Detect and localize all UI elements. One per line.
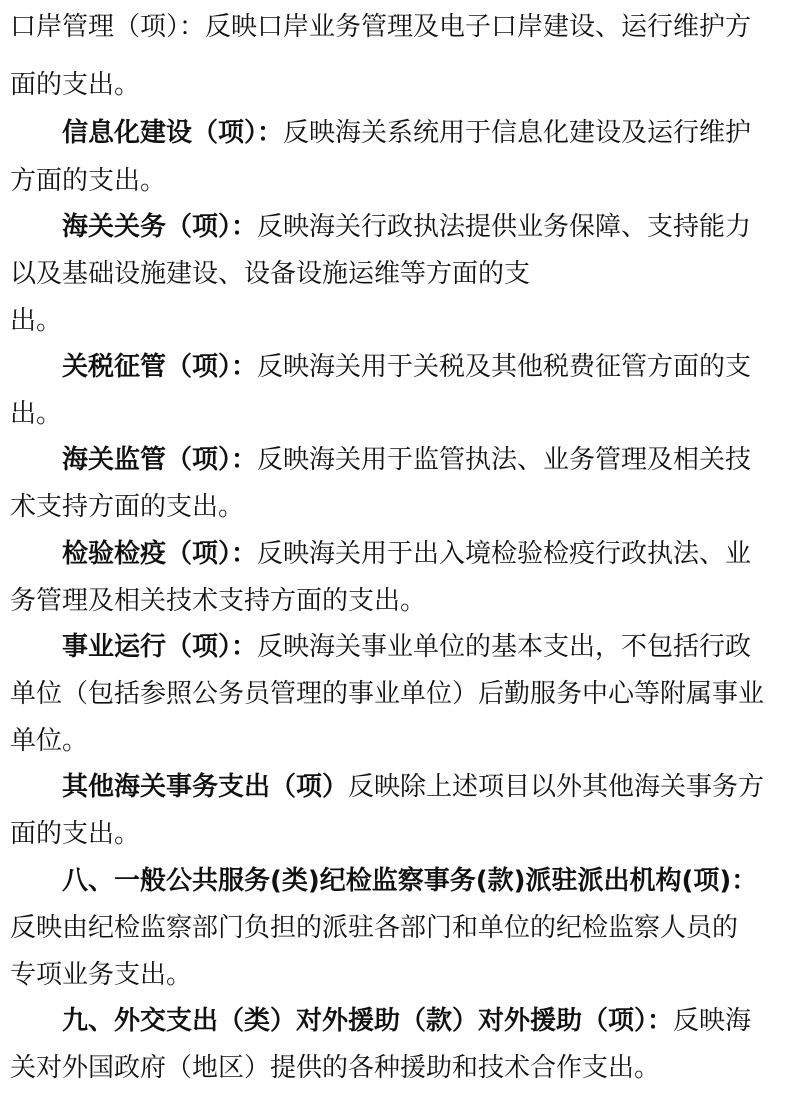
body-line: 出。: [10, 399, 63, 429]
paragraph-first-line: [62, 210, 751, 244]
paragraph-first-line: [62, 537, 751, 571]
body-text: 反映海关用于出入境检验检疫行政执法、业: [257, 539, 752, 569]
body-line: 专项业务支出。: [10, 960, 193, 990]
paragraph-first-line: [62, 116, 751, 150]
body-line: 反映由纪检监察部门负担的派驻各部门和单位的纪检监察人员的: [10, 913, 739, 943]
item-heading: 其他海关事务支出（项）: [62, 772, 349, 802]
item-heading: 信息化建设（项）：: [62, 118, 284, 148]
paragraph-first-line: [62, 443, 751, 477]
body-text: 反映海: [673, 1006, 752, 1036]
paragraph-first-line: [62, 1004, 751, 1038]
section-heading: 九、外交支出（类）对外援助（款）对外援助（项）：: [62, 1006, 674, 1036]
item-heading: 海关监管（项）：: [62, 445, 258, 475]
body-line: 口岸管理（项）：反映口岸业务管理及电子口岸建设、运行维护方: [10, 12, 752, 42]
body-line: 关对外国政府（地区）提供的各种援助和技术合作支出。: [10, 1053, 661, 1083]
item-heading: 关税征管（项）：: [62, 352, 258, 382]
body-text: 反映海关系统用于信息化建设及运行维护: [283, 118, 752, 148]
body-text: 反映海关行政执法提供业务保障、支持能力: [257, 212, 752, 242]
body-line: 面的支出。: [10, 70, 141, 100]
section-heading: 八、一般公共服务(类)纪检监察事务(款)派驻派出机构(项)：: [62, 866, 758, 896]
paragraph-first-line: [62, 770, 764, 804]
item-heading: 检验检疫（项）：: [62, 539, 258, 569]
body-line: 面的支出。: [10, 819, 141, 849]
body-line: 以及基础设施建设、设备设施运维等方面的支: [10, 259, 531, 289]
paragraph-first-line: [62, 864, 757, 898]
body-text: 反映除上述项目以外其他海关事务方: [348, 772, 765, 802]
body-text: 反映海关用于关税及其他税费征管方面的支: [257, 352, 752, 382]
body-text: 反映海关用于监管执法、业务管理及相关技: [257, 445, 752, 475]
body-line: 务管理及相关技术支持方面的支出。: [10, 586, 427, 616]
body-line: 单位（包括参照公务员管理的事业单位）后勤服务中心等附属事业: [10, 679, 765, 709]
body-text: 反映海关事业单位的基本支出，不包括行政: [257, 632, 752, 662]
body-line: 术支持方面的支出。: [10, 492, 245, 522]
body-line: 出。: [10, 306, 63, 336]
item-heading: 事业运行（项）：: [62, 632, 258, 662]
body-line: 单位。: [10, 726, 89, 756]
paragraph-first-line: [62, 350, 751, 384]
paragraph-first-line: [62, 630, 751, 664]
item-heading: 海关关务（项）：: [62, 212, 258, 242]
body-line: 方面的支出。: [10, 166, 167, 196]
